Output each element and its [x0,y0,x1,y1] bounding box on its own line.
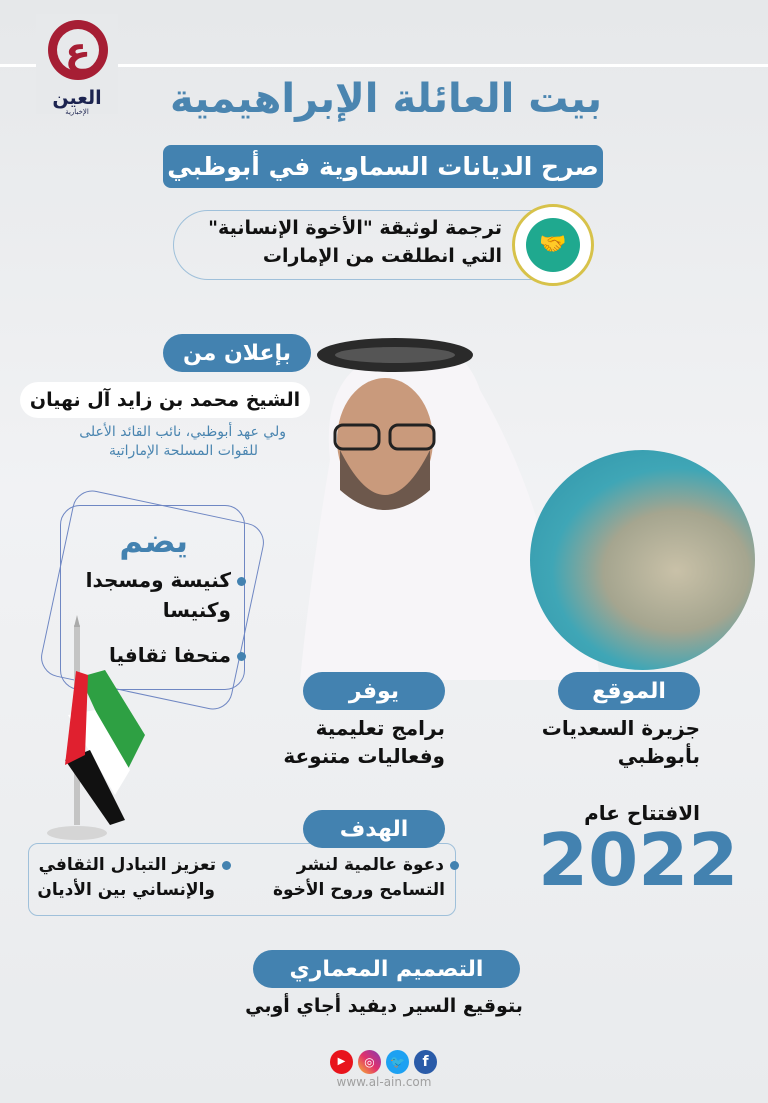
design-text: بتوقيع السير ديفيد أجاي أوبي [245,995,523,1017]
youtube-icon[interactable]: ▶ [330,1050,353,1074]
logo-sub: الإخبارية [65,108,89,116]
bullet-icon [237,652,246,661]
goal-item-text: دعوة عالمية لنشر [296,855,444,875]
announcer-role-1: ولي عهد أبوظبي، نائب القائد الأعلى [79,424,286,440]
announcer-role-2: للقوات المسلحة الإماراتية [108,443,258,459]
includes-item-text: كنيسة ومسجدا [85,568,231,592]
provides-line1: برامج تعليمية [315,716,445,740]
social-icons [330,1050,442,1074]
svg-text:ع: ع [65,29,91,73]
provides-line2: وفعاليات متنوعة [283,744,445,768]
includes-item-cont: وكنيسا [162,598,231,622]
announcer-name: الشيخ محمد بن زايد آل نهيان [20,382,310,418]
document-line2: التي انطلقت من الإمارات [262,245,502,267]
page-title: بيت العائلة الإبراهيمية [169,76,602,122]
subtitle-banner: صرح الديانات السماوية في أبوظبي [163,145,603,188]
logo-mark-icon [36,14,118,84]
al-ain-logo [36,14,118,114]
announcer-label: بإعلان من [163,334,311,372]
goal-label: الهدف [303,810,445,848]
design-label: التصميم المعماري [253,950,520,988]
goal-item-2 [39,855,231,875]
opening-year: 2022 [538,818,739,902]
logo-name: العين [52,87,102,109]
location-line2: بأبوظبي [617,744,700,768]
saadiyat-island-image [530,450,755,670]
opening-label: الافتتاح عام [584,801,700,825]
bullet-icon [450,861,459,870]
footer-url[interactable]: www.al-ain.com [336,1075,432,1089]
goal-item-2-cont: والإنساني بين الأديان [37,880,215,900]
goal-item-text: تعزيز التبادل الثقافي [38,855,216,875]
uae-flag-icon [40,615,160,840]
instagram-icon[interactable]: ◎ [358,1050,381,1074]
bullet-icon [237,577,246,586]
includes-item [86,568,246,592]
includes-label: يضم [119,522,188,560]
includes-item-text: متحفا ثقافيا [108,643,231,667]
goal-item-1 [297,855,459,875]
location-line1: جزيرة السعديات [541,716,700,740]
provides-label: يوفر [303,672,445,710]
document-line1: ترجمة لوثيقة "الأخوة الإنسانية" [208,217,502,239]
bullet-icon [222,861,231,870]
goal-item-1-cont: التسامح وروح الأخوة [272,880,445,900]
twitter-icon[interactable]: 🐦 [386,1050,409,1074]
location-label: الموقع [558,672,700,710]
facebook-icon[interactable]: f [414,1050,437,1074]
fraternity-seal-icon: 🤝 [512,204,594,286]
